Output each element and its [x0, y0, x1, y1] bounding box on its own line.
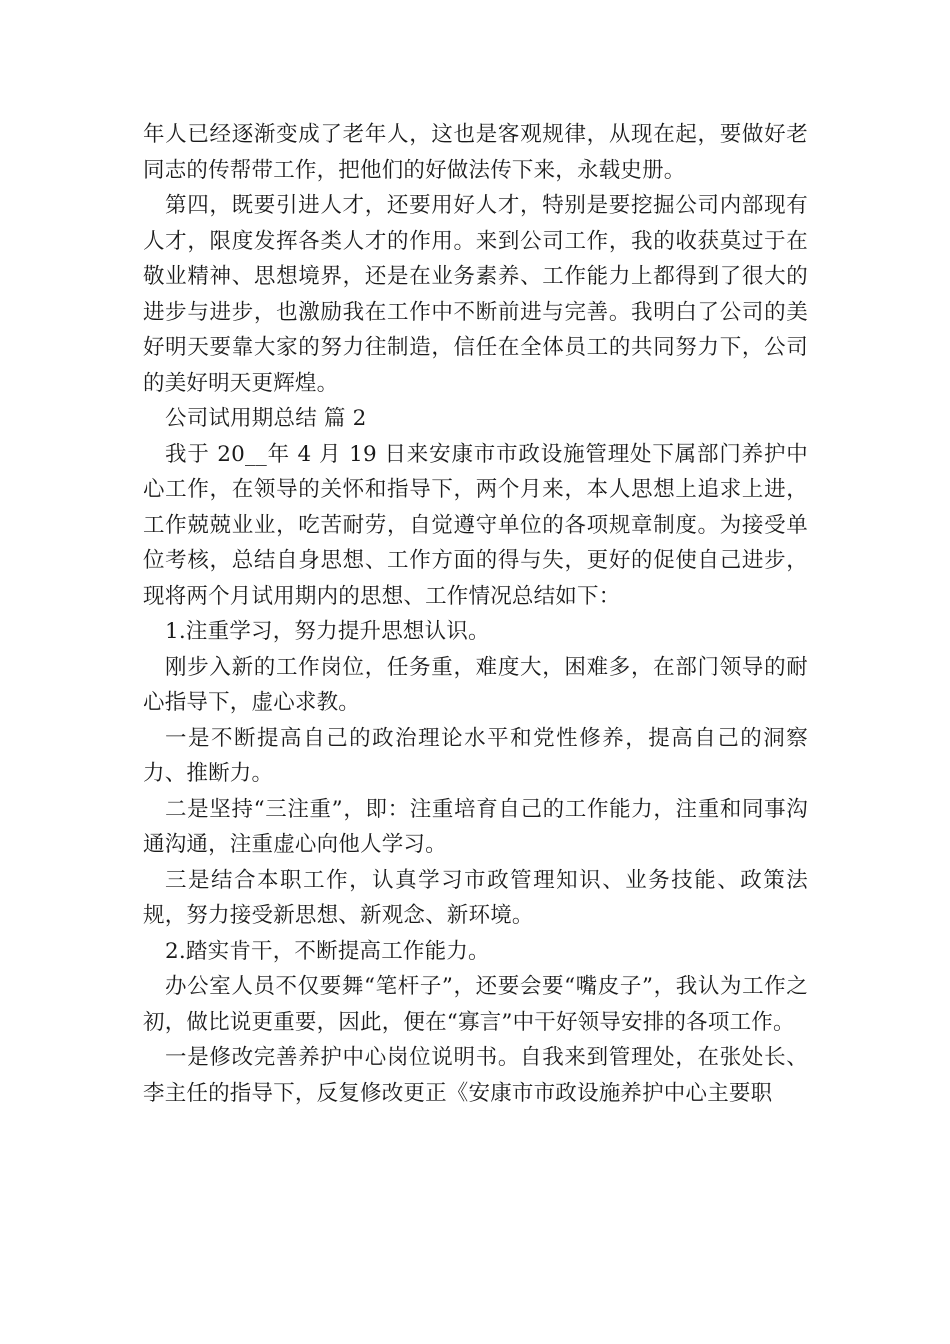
section-heading: 公司试用期总结 篇 2 — [165, 406, 367, 431]
paragraph-intro: 我于 20__年 4 月 19 日来安康市市政设施管理处下属部门养护中心工作，在领导的关怀和指导下，两个月来，本人思想上追求上进，工作兢兢业业，吃苦耐劳，自觉遵守单位的各项规章制度。为接受单位考核，总结自身思想、工作方面的得与失，更好的促使自己进步，现将两个月试用期内的思想、工作情况总结如下： — [143, 441, 808, 609]
numbered-item-2: 2.踏实肯干，不断提高工作能力。 — [165, 938, 490, 964]
numbered-item-1: 1.注重学习，努力提升思想认识。 — [165, 619, 490, 644]
paragraph-point-three: 三是结合本职工作，认真学习市政管理知识、业务技能、政策法规，努力接受新思想、新观念、新环境。 — [143, 867, 808, 928]
paragraph-fourth-point: 第四，既要引进人才，还要用好人才，特别是要挖掘公司内部现有人才，限度发挥各类人才的作用。来到公司工作，我的收获莫过于在敬业精神、思想境界，还是在业务素养、工作能力上都得到了很大的进步与进步，也激励我在工作中不断前进与完善。我明白了公司的美好明天要靠大家的努力往制造，信任在全体员工的共同努力下，公司的美好明天更辉煌。 — [143, 193, 808, 396]
document-body — [143, 117, 808, 1111]
paragraph-office-staff: 办公室人员不仅要舞“笔杆子”，还要会要“嘴皮子”，我认为工作之初，做比说更重要，因此，便在“寡言”中干好领导安排的各项工作。 — [143, 974, 808, 1035]
paragraph-point-two: 二是坚持“三注重”，即：注重培育自己的工作能力，注重和同事沟通沟通，注重虚心向他人学习。 — [143, 796, 808, 857]
paragraph-continued: 年人已经逐渐变成了老年人，这也是客观规律，从现在起，要做好老同志的传帮带工作，把他们的好做法传下来，永载史册。 — [143, 122, 808, 183]
paragraph-new-post: 刚步入新的工作岗位，任务重，难度大，困难多，在部门领导的耐心指导下，虚心求教。 — [143, 654, 808, 715]
paragraph-revise-manual: 一是修改完善养护中心岗位说明书。自我来到管理处，在张处长、李主任的指导下，反复修改更正《安康市市政设施养护中心主要职 — [143, 1045, 808, 1106]
paragraph-point-one: 一是不断提高自己的政治理论水平和党性修养，提高自己的洞察力、推断力。 — [143, 725, 808, 786]
